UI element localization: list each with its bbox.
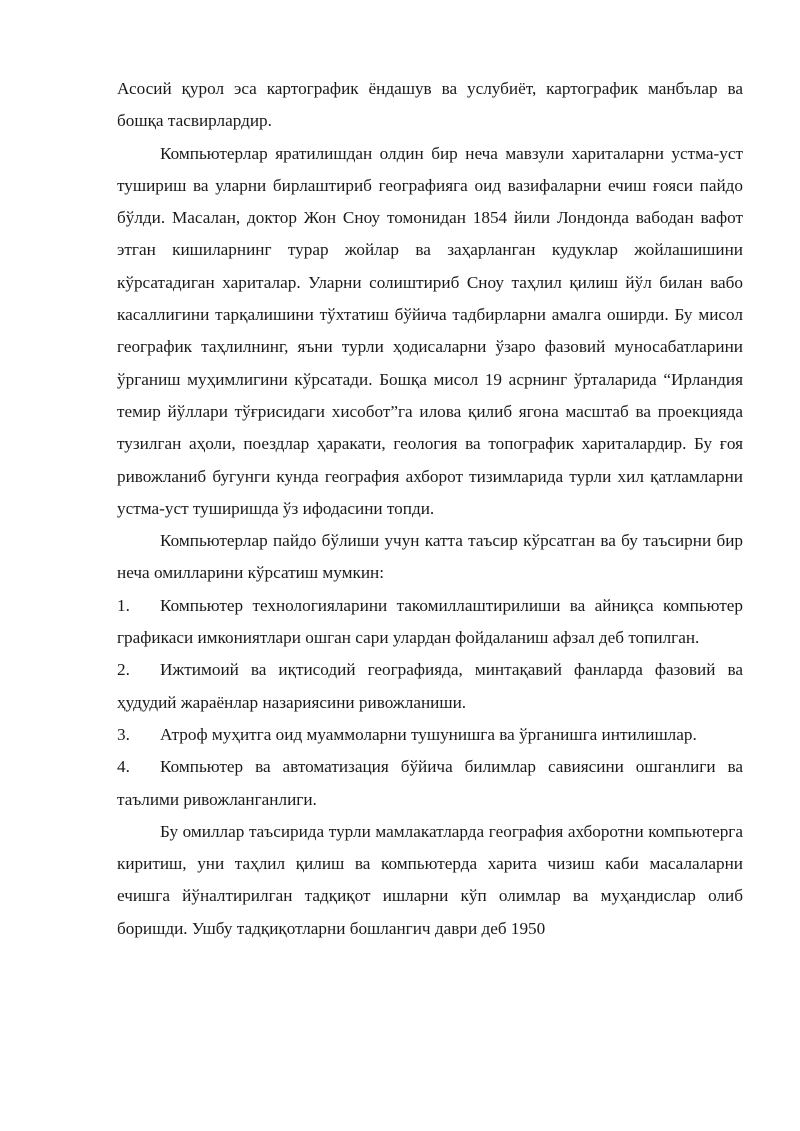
list-item-number: 1. xyxy=(117,595,130,615)
list-item-number: 3. xyxy=(117,724,130,744)
list-item-text: Атроф муҳитга оид муаммоларни тушунишга ва ўрганишга интилишлар. xyxy=(160,724,697,744)
document-page xyxy=(117,73,743,945)
list-item-text: Компьютер технологияларини такомиллаштирилиши ва айниқса компьютер графикаси имкониятлари ошган сари улардан фойдаланиш афзал деб топилган. xyxy=(117,595,743,648)
list-item-number: 2. xyxy=(117,660,130,680)
paragraph-factors-intro: Компьютерлар пайдо бўлиши учун катта таъсир кўрсатган ва бу таъсирни бир неча омилларини кўрсатиш мумкин: xyxy=(117,531,743,583)
list-item-number: 4. xyxy=(117,757,130,777)
list-item xyxy=(117,751,743,816)
paragraph-history: Компьютерлар яратилишдан олдин бир неча мавзули хариталарни устма-уст тушириш ва уларни бирлаштириб географияга оид вазифаларни ечиш ғояси пайдо бўлди. Масалан, доктор Жон Сноу томонидан 1854 йили Лондонда вабодан вафот этган кишиларнинг турар жойлар ва заҳарланган кудуклар жойлашишини кўрсатадиган хариталар. Уларни солиштириб Сноу таҳлил қилиш йўл билан вабо касаллигини тарқалишини тўхтатиш бўйича тадбирларни амалга оширди. Бу мисол географик таҳлилнинг, яъни турли ҳодисаларни ўзаро фазовий муносабатларини ўрганиш муҳимлигини кўрсатади. Бошқа мисол 19 асрнинг ўрталарида “Ирландия темир йўллари тўғрисидаги хисобот”га илова қилиб ягона масштаб ва проекцияда тузилган аҳоли, поездлар ҳаракати, геология ва топографик хариталардир. Бу ғоя ривожланиб бугунги кунда география ахборот тизимларида турли хил қатламларни устма-уст туширишда ўз ифодасини топди. xyxy=(117,143,743,518)
list-item xyxy=(117,654,743,719)
list-item xyxy=(117,590,743,655)
paragraph-intro: Асосий қурол эса картографик ёндашув ва услубиёт, картографик манбълар ва бошқа тасвирлардир. xyxy=(117,79,743,131)
paragraph-closing: Бу омиллар таъсирида турли мамлакатларда география ахборотни компьютерга киритиш, уни таҳлил қилиш ва компьютерда харита чизиш каби масалаларни ечишга йўналтирилган тадқиқот ишларни кўп олимлар ва муҳандислар олиб боришди. Ушбу тадқиқотларни бошлангич даври деб 1950 xyxy=(117,821,743,938)
list-item xyxy=(117,719,743,751)
list-item-text: Компьютер ва автоматизация бўйича билимлар савиясини ошганлиги ва таълими ривожланганлиги. xyxy=(117,757,743,809)
list-item-text: Ижтимоий ва иқтисодий географияда, минтақавий фанларда фазовий ва ҳудудий жараёнлар назариясини ривожланиши. xyxy=(117,660,743,712)
